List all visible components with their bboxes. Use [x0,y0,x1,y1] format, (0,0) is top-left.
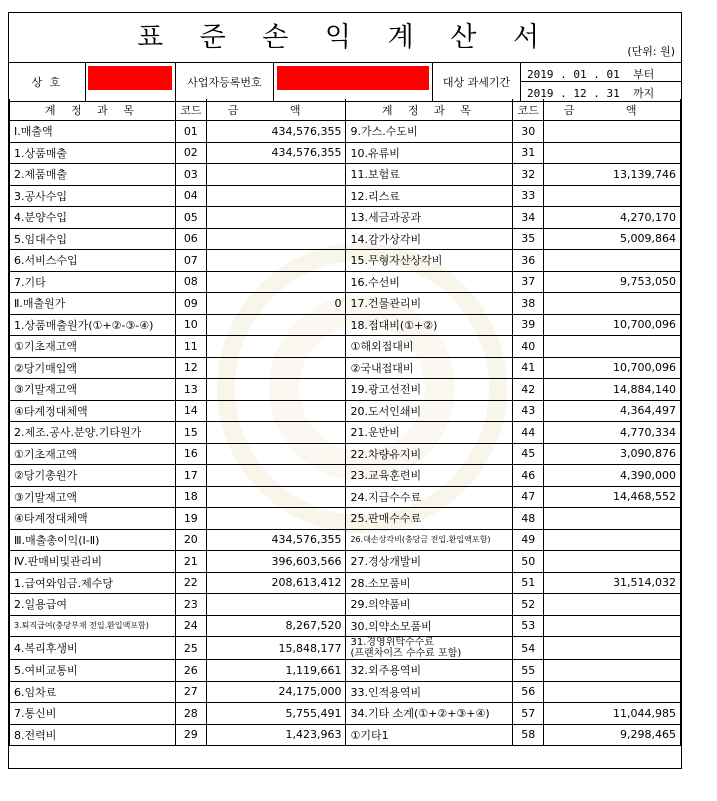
account-code-left: 06 [175,228,206,250]
table-row [10,271,681,293]
account-amount-right: 14,468,552 [544,486,681,508]
table-row [10,637,681,660]
account-amount-left [206,400,346,422]
account-item-right: 21.운반비 [346,422,513,444]
account-item-left: Ⅱ.매출원가 [10,293,176,315]
account-item-left: 1.상품매출원가(①+②-③-④) [10,314,176,336]
account-item-left: ②당기총원가 [10,465,176,487]
table-row [10,615,681,637]
table-row [10,724,681,746]
account-amount-right [544,250,681,272]
table-row [10,314,681,336]
account-item-line2: (프랜차이즈 수수료 포함) [350,648,462,659]
account-item-left: 7.기타 [10,271,176,293]
account-item-right: ①기타1 [346,724,513,746]
table-row [10,529,681,551]
account-item-left: Ⅰ.매출액 [10,121,176,143]
account-code-left: 07 [175,250,206,272]
income-statement-table [9,99,681,746]
table-row [10,681,681,703]
account-item-left: 8.전력비 [10,724,176,746]
table-row [10,185,681,207]
account-code-right: 34 [513,207,544,229]
account-item-right: 15.무형자산상각비 [346,250,513,272]
account-amount-right [544,529,681,551]
account-amount-left [206,250,346,272]
account-item-right: 28.소모품비 [346,572,513,594]
account-code-left: 12 [175,357,206,379]
account-item-left: 3.퇴직급여(충당부채 전입.환입액포함) [10,615,176,637]
account-amount-right [544,142,681,164]
account-code-left: 02 [175,142,206,164]
account-amount-left: 434,576,355 [206,529,346,551]
account-amount-right [544,660,681,682]
account-code-left: 22 [175,572,206,594]
table-body [10,121,681,746]
account-amount-left [206,207,346,229]
account-item-left: 6.임차료 [10,681,176,703]
account-amount-left [206,486,346,508]
account-item-right: 27.경상개발비 [346,551,513,573]
account-item-right: 24.지급수수료 [346,486,513,508]
account-code-right: 55 [513,660,544,682]
account-item-left: 1.상품매출 [10,142,176,164]
account-item-left: 1.급여와임금.제수당 [10,572,176,594]
regno-label: 사업자등록번호 [176,63,274,101]
period-start: 2019 . 01 . 01 부터 [527,68,655,81]
account-item-left: ①기초재고액 [10,443,176,465]
account-item-right: 18.접대비(①+②) [346,314,513,336]
table-row [10,164,681,186]
account-item-right: 14.감가상각비 [346,228,513,250]
account-code-left: 25 [175,637,206,660]
account-amount-left: 1,119,661 [206,660,346,682]
account-amount-right [544,508,681,530]
account-item-right: 23.교육훈련비 [346,465,513,487]
account-amount-left: 0 [206,293,346,315]
account-amount-left: 434,576,355 [206,142,346,164]
account-code-left: 09 [175,293,206,315]
table-header-row [10,99,681,121]
account-amount-right: 4,390,000 [544,465,681,487]
account-amount-left [206,422,346,444]
account-code-left: 05 [175,207,206,229]
col-header-code-left: 코드 [175,99,206,121]
account-code-right: 56 [513,681,544,703]
account-code-left: 04 [175,185,206,207]
account-code-left: 18 [175,486,206,508]
account-amount-left [206,594,346,616]
table-row [10,508,681,530]
account-item-right: 12.리스료 [346,185,513,207]
account-code-left: 17 [175,465,206,487]
account-code-right: 47 [513,486,544,508]
col-header-item-right: 계 정 과 목 [346,99,513,121]
account-item-left: ③기말재고액 [10,379,176,401]
account-amount-left [206,185,346,207]
account-code-left: 15 [175,422,206,444]
table-row [10,357,681,379]
account-item-right: 20.도서인쇄비 [346,400,513,422]
table-row [10,250,681,272]
account-code-right: 49 [513,529,544,551]
account-code-left: 21 [175,551,206,573]
account-amount-left: 8,267,520 [206,615,346,637]
account-amount-left [206,465,346,487]
account-amount-left: 24,175,000 [206,681,346,703]
account-amount-right: 3,090,876 [544,443,681,465]
account-code-right: 46 [513,465,544,487]
account-amount-left [206,271,346,293]
account-code-left: 13 [175,379,206,401]
account-code-left: 26 [175,660,206,682]
account-item-right: 33.인적용역비 [346,681,513,703]
account-code-left: 08 [175,271,206,293]
account-amount-right: 4,364,497 [544,400,681,422]
account-item-left: 2.제품매출 [10,164,176,186]
account-item-right [346,637,513,660]
account-amount-right [544,336,681,358]
account-amount-left [206,336,346,358]
account-code-right: 36 [513,250,544,272]
account-item-left: 6.서비스수입 [10,250,176,272]
table-row [10,572,681,594]
table-row [10,660,681,682]
account-code-right: 40 [513,336,544,358]
account-code-right: 54 [513,637,544,660]
account-amount-left [206,379,346,401]
company-name-redaction [88,66,172,90]
account-code-right: 52 [513,594,544,616]
account-amount-right: 13,139,746 [544,164,681,186]
account-item-left: Ⅳ.판매비및관리비 [10,551,176,573]
account-item-left: 4.복리후생비 [10,637,176,660]
table-row [10,293,681,315]
account-amount-left [206,508,346,530]
account-amount-right [544,615,681,637]
account-amount-left: 208,613,412 [206,572,346,594]
account-item-right: 13.세금과공과 [346,207,513,229]
account-amount-left: 1,423,963 [206,724,346,746]
account-item-left: ④타계정대체액 [10,508,176,530]
account-item-left: ①기초재고액 [10,336,176,358]
period-end: 2019 . 12 . 31 까지 [527,87,655,100]
account-amount-left [206,314,346,336]
account-amount-right [544,293,681,315]
account-item-right: 16.수선비 [346,271,513,293]
account-item-left: 5.임대수입 [10,228,176,250]
account-amount-right [544,594,681,616]
table-row [10,336,681,358]
account-item-right: 22.차량유지비 [346,443,513,465]
account-item-right: 30.의약소모품비 [346,615,513,637]
table-row [10,465,681,487]
table-row [10,121,681,143]
table-row [10,142,681,164]
account-amount-right: 11,044,985 [544,703,681,725]
account-amount-right: 10,700,096 [544,314,681,336]
account-item-right: 19.광고선전비 [346,379,513,401]
account-amount-left: 15,848,177 [206,637,346,660]
account-item-left: Ⅲ.매출총이익(Ⅰ-Ⅱ) [10,529,176,551]
table-row [10,594,681,616]
account-item-line1: 31.경영위탁수수료 [350,637,434,648]
account-amount-left [206,164,346,186]
account-amount-right: 9,298,465 [544,724,681,746]
account-code-right: 45 [513,443,544,465]
account-amount-right [544,121,681,143]
account-item-right: 11.보험료 [346,164,513,186]
account-code-left: 28 [175,703,206,725]
account-item-left: 5.여비교통비 [10,660,176,682]
table-row [10,486,681,508]
account-code-right: 39 [513,314,544,336]
account-item-right: 17.건물관리비 [346,293,513,315]
account-item-left: ③기말재고액 [10,486,176,508]
account-item-right: 26.대손상각비(충당금 전입.환입액포함) [346,529,513,551]
account-amount-right [544,185,681,207]
account-code-right: 31 [513,142,544,164]
account-item-right: 9.가스.수도비 [346,121,513,143]
account-amount-left [206,357,346,379]
account-amount-left: 434,576,355 [206,121,346,143]
account-code-right: 37 [513,271,544,293]
account-item-left: 4.분양수입 [10,207,176,229]
table-row [10,703,681,725]
account-code-left: 27 [175,681,206,703]
account-code-left: 24 [175,615,206,637]
document-title: 표 준 손 익 계 산 서 [136,22,554,53]
account-code-left: 29 [175,724,206,746]
account-item-right: ②국내접대비 [346,357,513,379]
period-label: 대상 과세기간 [433,63,521,101]
account-code-left: 20 [175,529,206,551]
account-item-left: 7.통신비 [10,703,176,725]
account-code-right: 48 [513,508,544,530]
account-item-right: 25.판매수수료 [346,508,513,530]
account-amount-right: 9,753,050 [544,271,681,293]
unit-label: (단위: 원) [627,45,675,58]
account-code-left: 11 [175,336,206,358]
table-row [10,551,681,573]
account-amount-right [544,551,681,573]
company-label: 상 호 [9,63,86,101]
account-amount-right: 4,770,334 [544,422,681,444]
account-code-left: 23 [175,594,206,616]
account-code-right: 35 [513,228,544,250]
table-row [10,207,681,229]
col-header-amount-left: 금 액 [206,99,346,121]
account-code-right: 44 [513,422,544,444]
account-code-left: 14 [175,400,206,422]
account-item-left: 3.공사수입 [10,185,176,207]
table-row [10,422,681,444]
account-item-right: 34.기타 소계(①+②+③+④) [346,703,513,725]
account-amount-left [206,228,346,250]
account-code-left: 10 [175,314,206,336]
table-row [10,443,681,465]
account-code-right: 32 [513,164,544,186]
account-code-left: 19 [175,508,206,530]
account-code-right: 51 [513,572,544,594]
account-item-left: ②당기매입액 [10,357,176,379]
table-row [10,228,681,250]
account-code-right: 50 [513,551,544,573]
account-code-right: 43 [513,400,544,422]
account-code-right: 41 [513,357,544,379]
account-code-left: 01 [175,121,206,143]
account-code-left: 16 [175,443,206,465]
account-code-right: 38 [513,293,544,315]
account-code-left: 03 [175,164,206,186]
account-item-right: 32.외주용역비 [346,660,513,682]
col-header-amount-right: 금 액 [544,99,681,121]
account-amount-right: 10,700,096 [544,357,681,379]
account-amount-left: 5,755,491 [206,703,346,725]
table-row [10,379,681,401]
account-amount-left: 396,603,566 [206,551,346,573]
account-code-right: 42 [513,379,544,401]
account-item-right: 29.의약품비 [346,594,513,616]
account-amount-right: 5,009,864 [544,228,681,250]
account-amount-right: 31,514,032 [544,572,681,594]
income-statement-sheet [8,12,682,769]
account-amount-right [544,637,681,660]
account-amount-right [544,681,681,703]
header-info-row [9,62,681,102]
account-code-right: 58 [513,724,544,746]
account-item-left: 2.일용급여 [10,594,176,616]
account-code-right: 57 [513,703,544,725]
account-amount-right: 14,884,140 [544,379,681,401]
account-item-right: ①해외접대비 [346,336,513,358]
account-item-left: 2.제조.공사.분양.기타원가 [10,422,176,444]
account-amount-right: 4,270,170 [544,207,681,229]
account-item-left: ④타계정대체액 [10,400,176,422]
table-row [10,400,681,422]
account-code-right: 30 [513,121,544,143]
account-item-right: 10.유류비 [346,142,513,164]
account-amount-left [206,443,346,465]
col-header-item-left: 계 정 과 목 [10,99,176,121]
col-header-code-right: 코드 [513,99,544,121]
account-code-right: 33 [513,185,544,207]
account-code-right: 53 [513,615,544,637]
